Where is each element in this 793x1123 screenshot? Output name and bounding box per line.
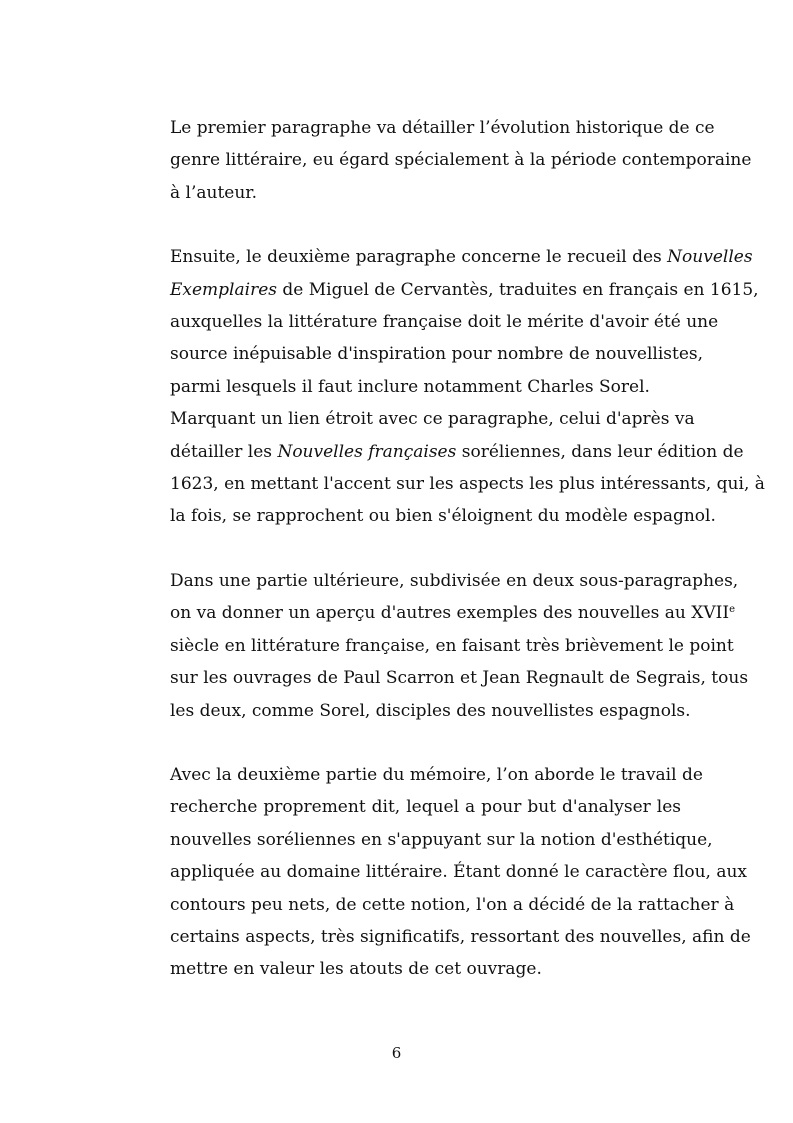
text-run: on va donner un aperçu d'autres exemples des nouvelles au XVII xyxy=(170,603,730,624)
text-run: soréliennes, dans leur édition de xyxy=(456,441,744,462)
paragraph-line: Avec la deuxième partie du mémoire, l’on aborde le travail de xyxy=(170,764,703,785)
paragraph-line: Dans une partie ultérieure, subdivisée en deux sous-paragraphes, xyxy=(170,570,739,591)
paragraph-line: recherche proprement dit, lequel a pour but d'analyser les xyxy=(170,797,681,818)
paragraph-line: la fois, se rapprochent ou bien s'éloignent du modèle espagnol. xyxy=(170,506,716,527)
paragraph-line: à l’auteur. xyxy=(170,182,257,203)
paragraph-3 xyxy=(170,403,765,533)
paragraph-spacer xyxy=(170,533,681,565)
paragraph-1 xyxy=(170,112,752,209)
paragraph-line: certains aspects, très significatifs, ressortant des nouvelles, afin de xyxy=(170,926,751,947)
paragraph-4 xyxy=(170,565,749,727)
paragraph-line xyxy=(170,436,744,468)
book-title-italic: Exemplaires xyxy=(170,279,277,300)
paragraph-line: appliquée au domaine littéraire. Étant donné le caractère flou, aux xyxy=(170,862,747,883)
text-run: Ensuite, le deuxième paragraphe concerne le recueil des xyxy=(170,247,668,268)
paragraph-line: nouvelles soréliennes en s'appuyant sur la notion d'esthétique, xyxy=(170,829,713,850)
text-run: détailler les xyxy=(170,441,278,462)
paragraph-line: siècle en littérature française, en faisant très brièvement le point xyxy=(170,635,734,656)
paragraph-line: contours peu nets, de cette notion, l'on a décidé de la rattacher à xyxy=(170,894,735,915)
paragraph-line: sur les ouvrages de Paul Scarron et Jean Regnault de Segrais, tous xyxy=(170,668,749,689)
page-number: 6 xyxy=(391,1044,402,1062)
paragraph-spacer xyxy=(170,209,681,241)
paragraph-2 xyxy=(170,241,759,403)
paragraph-spacer xyxy=(170,727,681,759)
paragraph-line xyxy=(170,274,759,306)
text-run: de Miguel de Cervantès, traduites en français en 1615, xyxy=(276,279,759,300)
paragraph-line: parmi lesquels il faut inclure notamment Charles Sorel. xyxy=(170,376,650,397)
paragraph-line: genre littéraire, eu égard spécialement à la période contemporaine xyxy=(170,150,752,171)
book-title-italic: Nouvelles xyxy=(667,247,753,268)
paragraph-line: Le premier paragraphe va détailler l’évolution historique de ce xyxy=(170,118,715,138)
paragraph-line xyxy=(170,241,753,273)
paragraph-line: auxquelles la littérature française doit le mérite d'avoir été une xyxy=(170,312,719,333)
body-text xyxy=(170,112,765,986)
paragraph-line: mettre en valeur les atouts de cet ouvrage. xyxy=(170,959,542,980)
paragraph-line: Marquant un lien étroit avec ce paragraphe, celui d'après va xyxy=(170,409,695,430)
paragraph-line: 1623, en mettant l'accent sur les aspects les plus intéressants, qui, à xyxy=(170,474,765,495)
paragraph-line: les deux, comme Sorel, disciples des nouvellistes espagnols. xyxy=(170,700,691,721)
paragraph-line: source inépuisable d'inspiration pour nombre de nouvellistes, xyxy=(170,344,704,365)
century-superscript: e xyxy=(729,604,735,616)
paragraph-line xyxy=(170,597,735,629)
book-title-italic: Nouvelles françaises xyxy=(277,441,457,462)
paragraph-5 xyxy=(170,759,751,986)
